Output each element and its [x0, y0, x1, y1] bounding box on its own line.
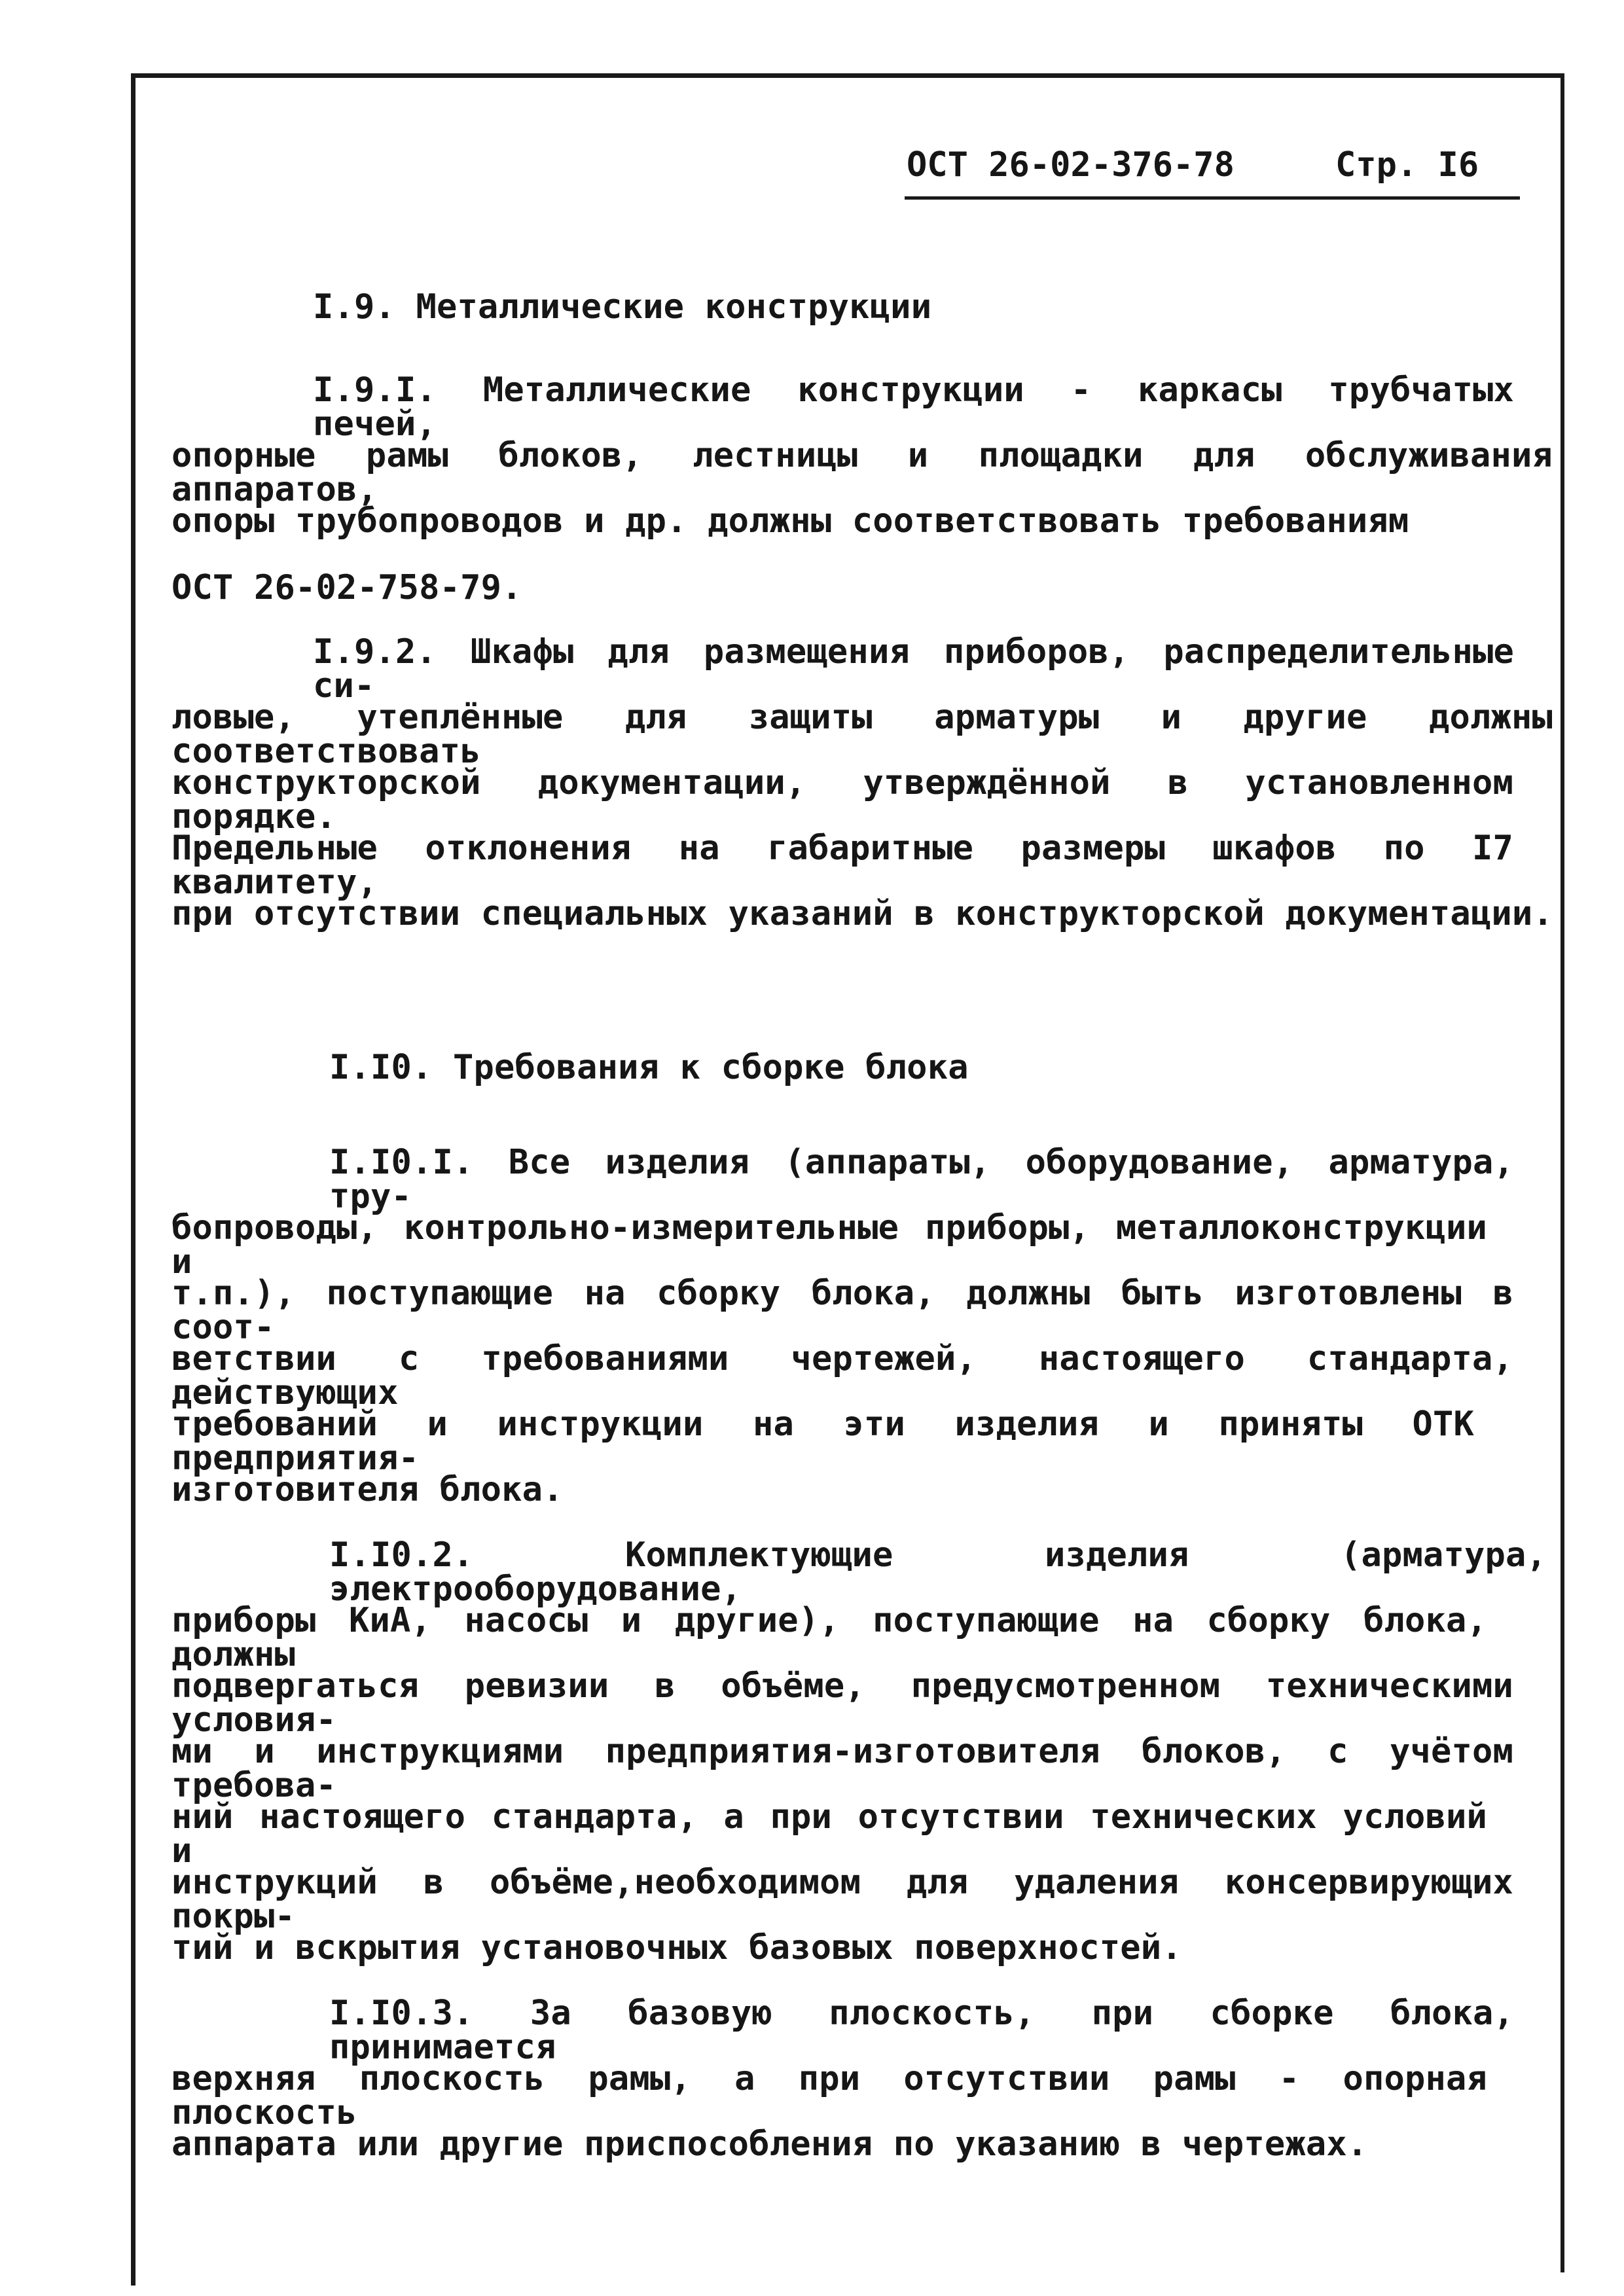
paragraph-line: аппарата или другие приспособления по указанию в чертежах.	[171, 2125, 1368, 2164]
frame-top-border	[131, 73, 1564, 78]
paragraph-line: I.I0.2. Комплектующие изделия (арматура, электрооборудование,	[329, 1535, 1547, 1609]
paragraph-line: I.I0.I. Все изделия (аппараты, оборудование, арматура, тру-	[329, 1143, 1514, 1216]
paragraph-line: ловые, утеплённые для защиты арматуры и другие должны соответствовать	[171, 698, 1553, 771]
paragraph-line: ОСТ 26-02-758-79.	[171, 568, 522, 607]
paragraph-line: бопроводы, контрольно-измерительные приборы, металлоконструкции и	[171, 1208, 1487, 1282]
page-number: Стр. I6	[1335, 145, 1479, 185]
document-code: ОСТ 26-02-376-78	[907, 145, 1235, 185]
paragraph-line: при отсутствии специальных указаний в конструкторской документации.	[171, 894, 1553, 933]
paragraph-line: Предельные отклонения на габаритные размеры шкафов по I7 квалитету,	[171, 829, 1513, 902]
paragraph-line: инструкций в объёме,необходимом для удаления консервирующих покры-	[171, 1863, 1513, 1936]
paragraph-line: т.п.), поступающие на сборку блока, должны быть изготовлены в соот-	[171, 1274, 1513, 1347]
paragraph-line: подвергаться ревизии в объёме, предусмотренном техническими условия-	[171, 1666, 1513, 1740]
paragraph-line: опорные рамы блоков, лестницы и площадки для обслуживания аппаратов,	[171, 436, 1553, 509]
paragraph-line: верхняя плоскость рамы, а при отсутствии рамы - опорная плоскость	[171, 2059, 1487, 2132]
paragraph-line: I.9.I. Металлические конструкции - каркасы трубчатых печей,	[313, 370, 1514, 444]
paragraph-line: конструкторской документации, утверждённой в установленном порядке.	[171, 763, 1513, 836]
paragraph-line: ветствии с требованиями чертежей, настоящего стандарта, действующих	[171, 1339, 1513, 1412]
paragraph-line: ний настоящего стандарта, а при отсутствии технических условий и	[171, 1797, 1487, 1871]
section-heading-1-10: I.I0. Требования к сборке блока	[329, 1048, 969, 1087]
paragraph-line: изготовителя блока.	[171, 1470, 564, 1509]
section-heading-1-9: I.9. Металлические конструкции	[313, 287, 932, 327]
paragraph-line: ми и инструкциями предприятия-изготовителя блоков, с учётом требова-	[171, 1732, 1513, 1805]
header-underline	[905, 196, 1520, 200]
paragraph-line: тий и вскрытия установочных базовых поверхностей.	[171, 1928, 1182, 1967]
frame-right-border	[1561, 73, 1564, 2272]
paragraph-line: I.I0.3. За базовую плоскость, при сборке блока, принимается	[329, 1994, 1514, 2067]
page-header	[907, 145, 1515, 198]
frame-left-border	[131, 73, 135, 2286]
paragraph-line: I.9.2. Шкафы для размещения приборов, распределительные си-	[313, 632, 1514, 706]
paragraph-line: приборы КиА, насосы и другие), поступающие на сборку блока, должны	[171, 1601, 1487, 1674]
paragraph-line: опоры трубопроводов и др. должны соответствовать требованиям	[171, 501, 1409, 541]
paragraph-line: требований и инструкции на эти изделия и приняты ОТК предприятия-	[171, 1405, 1474, 1478]
